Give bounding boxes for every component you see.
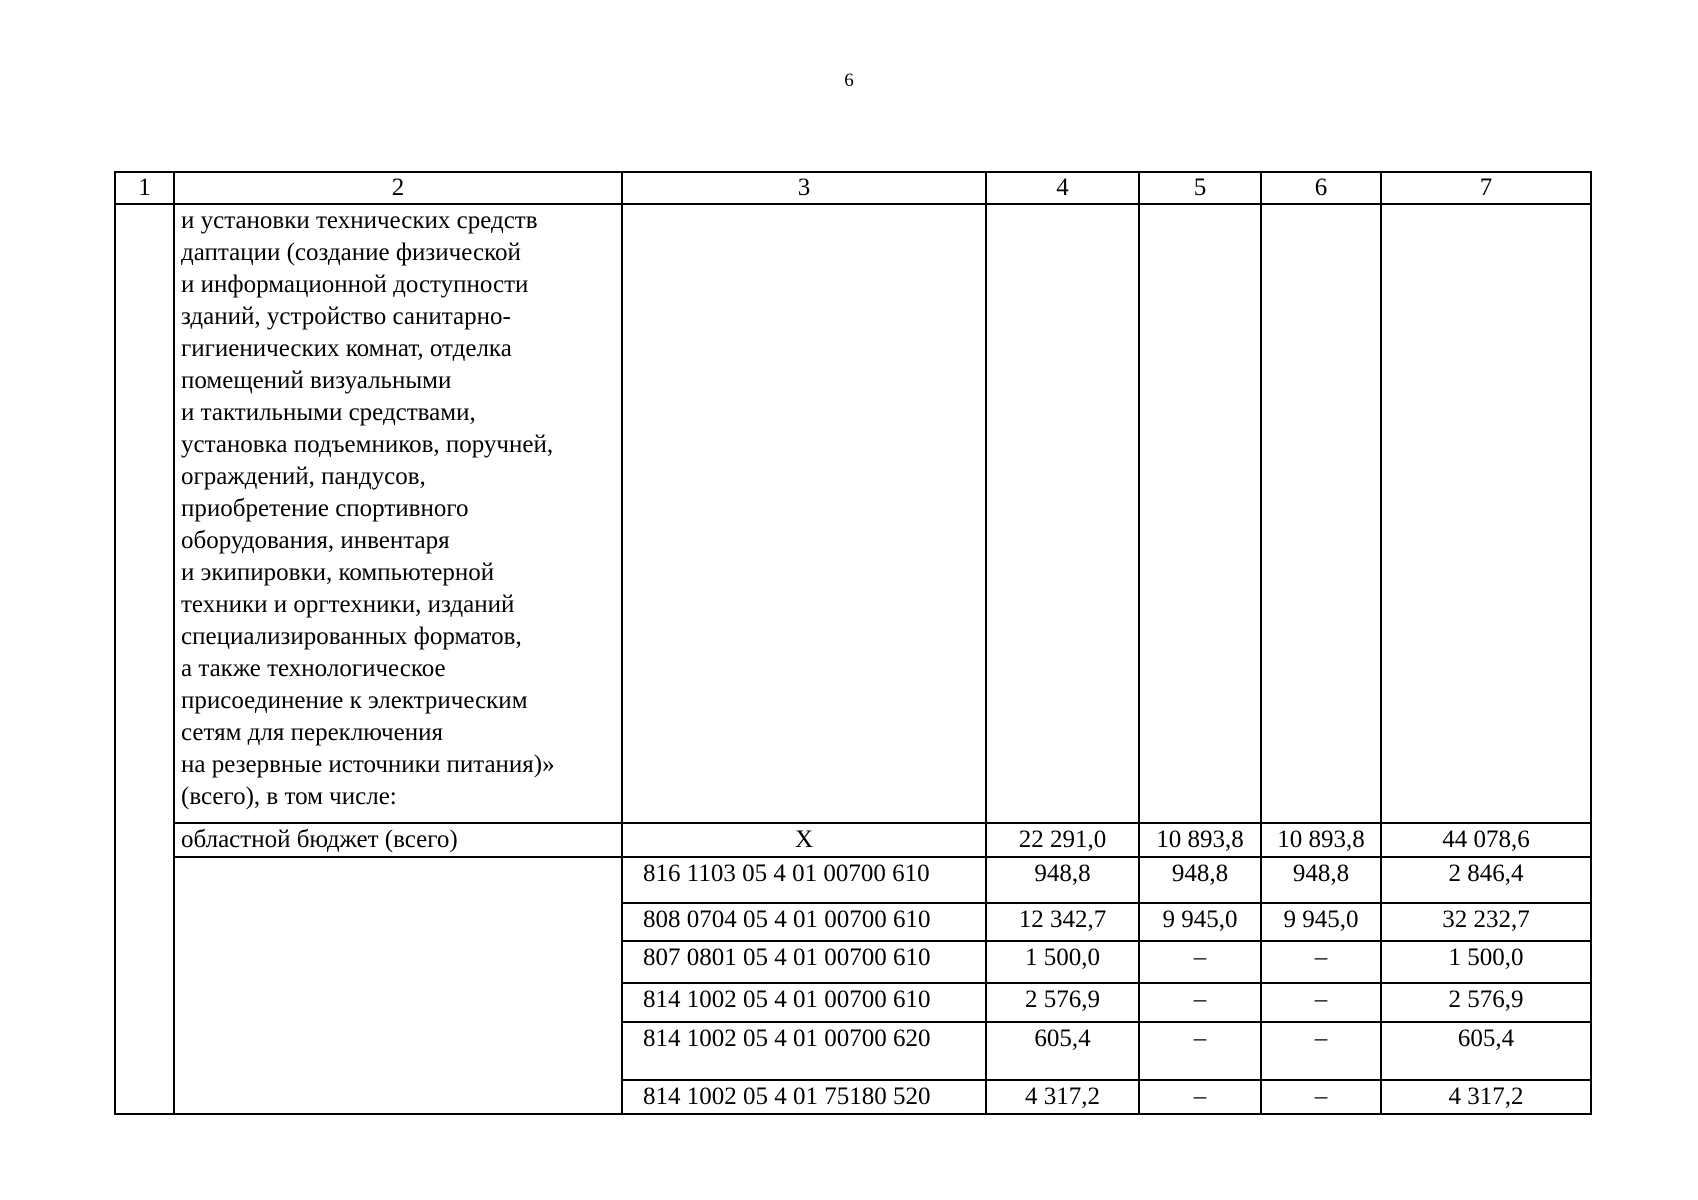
row-number-cell [115,204,174,1114]
budget-code-cell: 814 1002 05 4 01 00700 610 [622,983,986,1022]
header-cell-3: 3 [622,172,986,204]
budget-code: Х [622,823,986,857]
description-line: оборудования, инвентаря [181,527,450,554]
description-cell [174,204,622,823]
value-cell-7: 2 576,9 [1381,983,1591,1022]
description-line: установка подъемников, поручней, [181,431,554,458]
budget-value-7: 44 078,6 [1381,823,1591,857]
value-cell-7: 2 846,4 [1381,857,1591,903]
description-line: и тактильными средствами, [181,399,476,426]
value-cell-5: – [1139,983,1261,1022]
value-cell-5: 948,8 [1139,857,1261,903]
budget-code-cell: 814 1002 05 4 01 00700 620 [622,1022,986,1080]
value-cell-5: – [1139,1080,1261,1114]
empty-cell [622,204,986,823]
description-line: а также технологическое [181,655,446,682]
value-cell-6: 948,8 [1261,857,1381,903]
value-cell-6: 9 945,0 [1261,903,1381,941]
budget-value-6: 10 893,8 [1261,823,1381,857]
budget-code-cell: 814 1002 05 4 01 75180 520 [622,1080,986,1114]
budget-value-4: 22 291,0 [986,823,1139,857]
value-cell-4: 12 342,7 [986,903,1139,941]
description-line: и установки технических средств [181,207,538,234]
budget-code-cell: 816 1103 05 4 01 00700 610 [622,857,986,903]
header-cell-7: 7 [1381,172,1591,204]
description-line: и экипировки, компьютерной [181,559,495,586]
description-line: специализированных форматов, [181,623,522,650]
description-line: (всего), в том числе: [181,783,397,810]
page-number: 6 [844,70,854,91]
header-cell-1: 1 [115,172,174,204]
header-cell-5: 5 [1139,172,1261,204]
budget-code-cell: 807 0801 05 4 01 00700 610 [622,941,986,983]
header-cell-2: 2 [174,172,622,204]
description-line: гигиенических комнат, отделка [181,335,512,362]
header-cell-6: 6 [1261,172,1381,204]
value-cell-6: – [1261,1080,1381,1114]
value-cell-7: 4 317,2 [1381,1080,1591,1114]
value-cell-4: 2 576,9 [986,983,1139,1022]
description-line: ограждений, пандусов, [181,463,426,490]
value-cell-5: – [1139,941,1261,983]
empty-description-cell [174,857,622,1114]
empty-cell [1261,204,1381,823]
budget-label: областной бюджет (всего) [174,823,622,857]
header-cell-4: 4 [986,172,1139,204]
budget-code-cell: 808 0704 05 4 01 00700 610 [622,903,986,941]
empty-cell [986,204,1139,823]
value-cell-4: 605,4 [986,1022,1139,1080]
budget-table [114,171,1592,1115]
value-cell-4: 1 500,0 [986,941,1139,983]
value-cell-7: 605,4 [1381,1022,1591,1080]
header-row [115,172,1591,204]
value-cell-7: 32 232,7 [1381,903,1591,941]
description-line: зданий, устройство санитарно- [181,303,511,330]
value-cell-7: 1 500,0 [1381,941,1591,983]
value-cell-6: – [1261,941,1381,983]
budget-value-5: 10 893,8 [1139,823,1261,857]
description-line: приобретение спортивного [181,495,469,522]
empty-cell [1381,204,1591,823]
description-line: помещений визуальными [181,367,452,394]
description-line: присоединение к электрическим [181,687,528,714]
value-cell-4: 4 317,2 [986,1080,1139,1114]
value-cell-6: – [1261,1022,1381,1080]
table-row [115,857,1591,903]
description-line: техники и оргтехники, изданий [181,591,515,618]
description-line: на резервные источники питания)» [181,751,555,778]
value-cell-4: 948,8 [986,857,1139,903]
description-line: даптации (создание физической [181,239,521,266]
empty-cell [1139,204,1261,823]
value-cell-6: – [1261,983,1381,1022]
description-row [115,204,1591,823]
description-line: и информационной доступности [181,271,529,298]
description-line: сетям для переключения [181,719,443,746]
value-cell-5: – [1139,1022,1261,1080]
value-cell-5: 9 945,0 [1139,903,1261,941]
budget-total-row [115,823,1591,857]
